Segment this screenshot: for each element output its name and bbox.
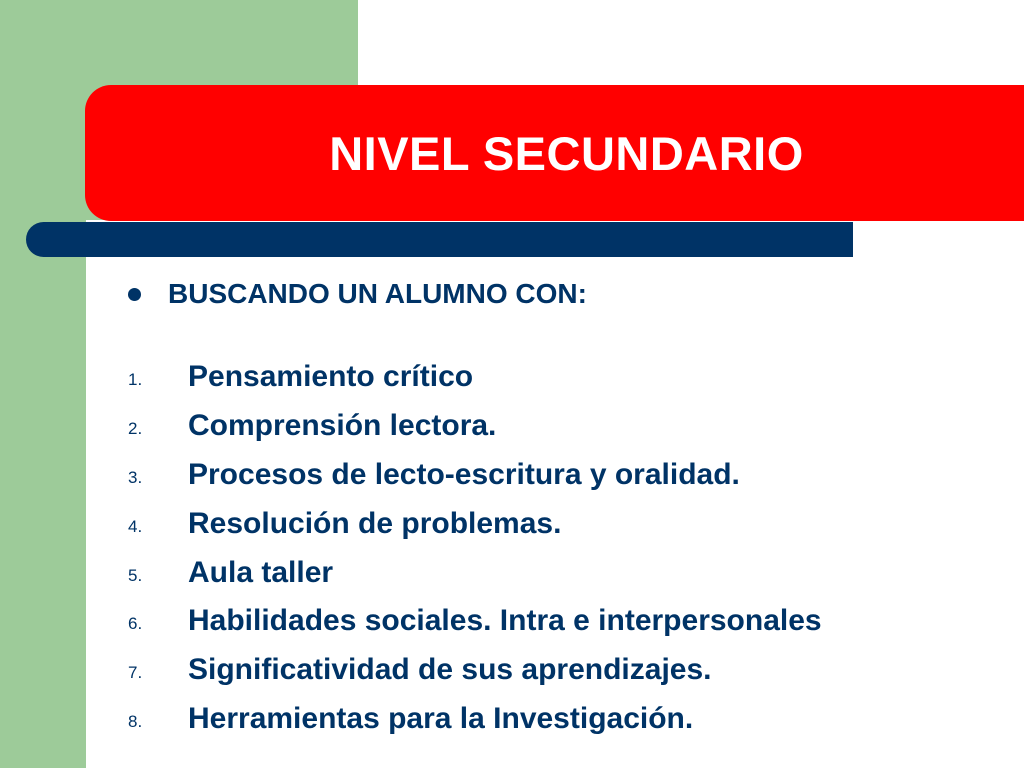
list-item: [128, 695, 822, 744]
list-number: 6.: [128, 614, 143, 634]
list-item: [128, 402, 822, 451]
list-item-text: Comprensión lectora.: [188, 409, 497, 443]
decorative-navy-bar: [26, 222, 853, 257]
bullet-heading-text: BUSCANDO UN ALUMNO CON:: [168, 278, 587, 309]
list-item-text: Procesos de lecto-escritura y oralidad.: [188, 457, 740, 491]
numbered-list: [128, 353, 822, 743]
list-item-text: Resolución de problemas.: [188, 506, 562, 540]
list-number: 8.: [128, 711, 143, 731]
list-item: [128, 353, 822, 402]
list-item: [128, 499, 822, 548]
list-item-text: Aula taller: [188, 555, 334, 589]
bullet-dot-icon: [128, 288, 141, 301]
list-number: 7.: [128, 663, 143, 683]
list-item: [128, 646, 822, 695]
list-item: [128, 597, 822, 646]
list-number: 1.: [128, 370, 143, 390]
bullet-heading: [128, 277, 587, 311]
list-item-text: Significatividad de sus aprendizajes.: [188, 653, 712, 687]
list-item-text: Habilidades sociales. Intra e interpersonales: [188, 604, 822, 638]
list-item-text: Herramientas para la Investigación.: [188, 701, 694, 735]
slide-title: NIVEL SECUNDARIO: [329, 126, 804, 180]
list-number: 3.: [128, 467, 143, 487]
list-item-text: Pensamiento crítico: [188, 360, 474, 394]
list-number: 5.: [128, 565, 143, 585]
list-item: [128, 451, 822, 500]
list-number: 2.: [128, 419, 143, 439]
list-item: [128, 548, 822, 597]
list-number: 4.: [128, 516, 143, 536]
decorative-green-strip: [0, 220, 86, 768]
title-banner: [85, 85, 1024, 221]
